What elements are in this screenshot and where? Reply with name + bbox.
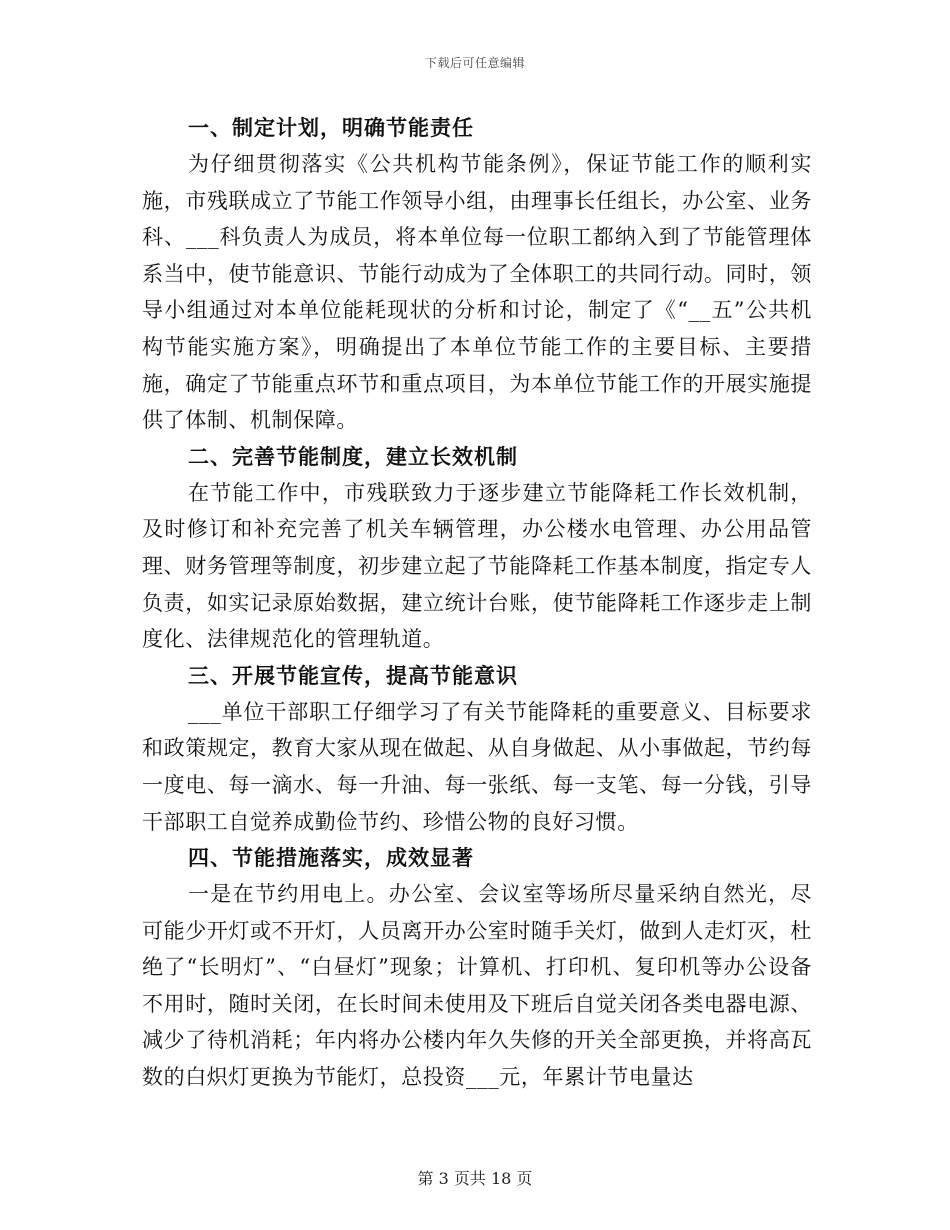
section-heading: 一、制定计划，明确节能责任: [188, 116, 474, 140]
section-publicity: [142, 658, 812, 840]
section-system: [142, 439, 812, 658]
section-paragraph: 一是在节约用电上。办公室、会议室等场所尽量采纳自然光，尽可能少开灯或不开灯，人员离开办公室时随手关灯，做到人走灯灭，杜绝了“长明灯”、“白昼灯”现象；计算机、打印机、复印机等办公设备不用时，随时关闭，在长时间未使用及下班后自觉关闭各类电器电源、减少了待机消耗；年内将办公楼内年久失修的开关全部更换，并将高瓦数的白炽灯更换为节能灯，总投资___元，年累计节电量达: [142, 882, 812, 1090]
page-number: 第 3 页共 18 页: [417, 1169, 533, 1188]
section-heading: 四、节能措施落实，成效显著: [188, 846, 474, 871]
document-body: [142, 110, 812, 1096]
download-note: 下载后可任意编辑: [424, 56, 525, 70]
section-heading: 二、完善节能制度，建立长效机制: [188, 444, 518, 469]
section-plan: [142, 110, 812, 439]
section-paragraph: 在节能工作中，市残联致力于逐步建立节能降耗工作长效机制，及时修订和补充完善了机关车辆管理，办公楼水电管理、办公用品管理、财务管理等制度，初步建立起了节能降耗工作基本制度，指定专人负责，如实记录原始数据，建立统计台账，使节能降耗工作逐步走上制度化、法律规范化的管理轨道。: [142, 480, 812, 652]
section-measures: [142, 840, 812, 1096]
section-heading: 三、开展节能宣传，提高节能意识: [188, 663, 518, 688]
section-paragraph: 为仔细贯彻落实《公共机构节能条例》，保证节能工作的顺利实施，市残联成立了节能工作领导小组，由理事长任组长，办公室、业务科、___科负责人为成员，将本单位每一位职工都纳入到了节能管理体系当中，使节能意识、节能行动成为了全体职工的共同行动。同时，领导小组通过对本单位能耗现状的分析和讨论，制定了《“__五”公共机构节能实施方案》，明确提出了本单位节能工作的主要目标、主要措施，确定了节能重点环节和重点项目，为本单位节能工作的开展实施提供了体制、机制保障。: [142, 152, 812, 433]
section-paragraph: ___单位干部职工仔细学习了有关节能降耗的重要意义、目标要求和政策规定，教育大家从现在做起、从自身做起、从小事做起，节约每一度电、每一滴水、每一升油、每一张纸、每一支笔、每一分钱，引导干部职工自觉养成勤俭节约、珍惜公物的良好习惯。: [142, 699, 812, 834]
